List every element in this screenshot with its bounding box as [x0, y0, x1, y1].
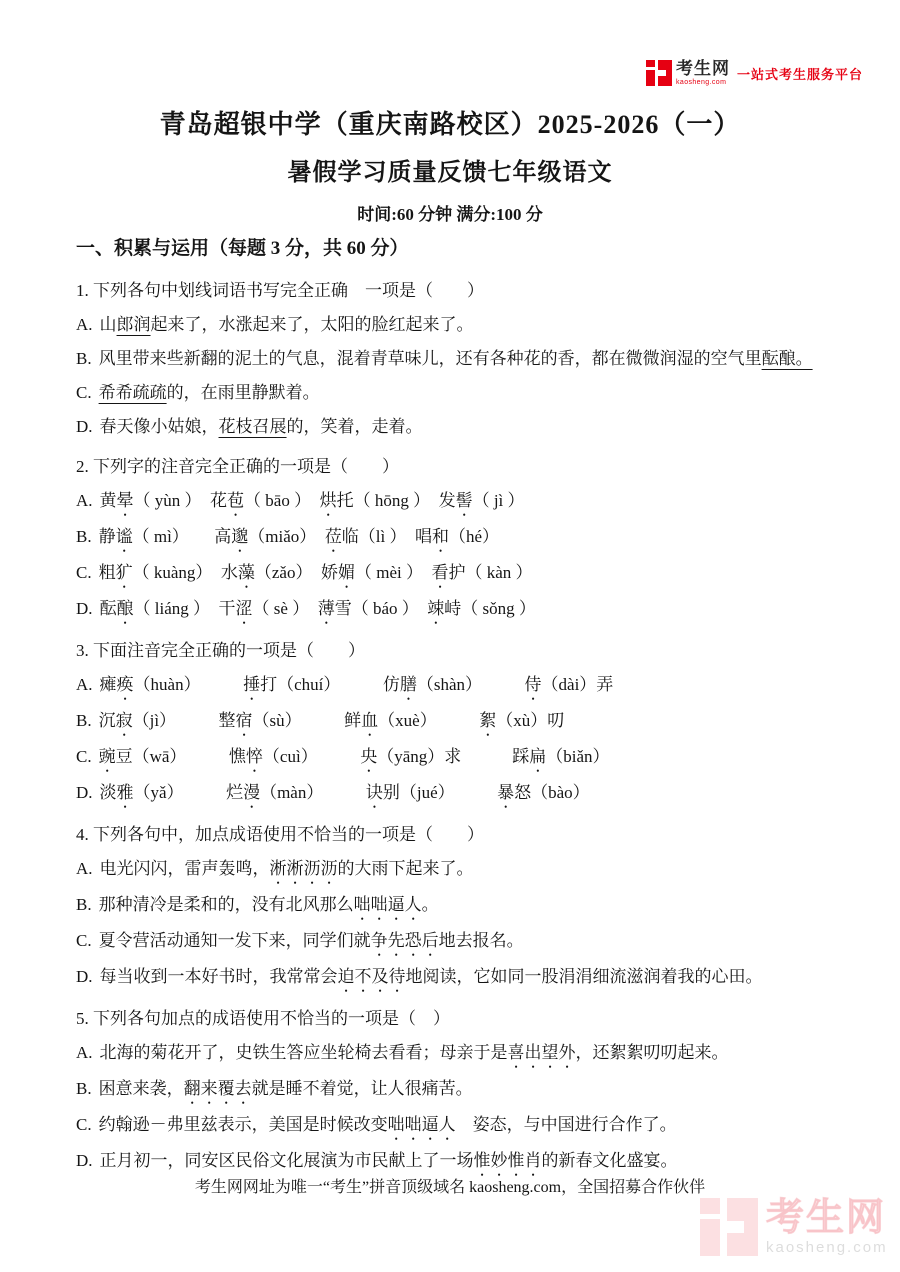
question-3 — [76, 634, 870, 812]
question-4 — [76, 818, 870, 996]
question-5-option-b: B. 困意来袭，翻来覆去就是睡不着觉，让人很痛苦。 — [76, 1079, 473, 1098]
brand-tagline: 一站式考生服务平台 — [737, 66, 864, 82]
question-1 — [76, 274, 870, 444]
option-label: C. — [76, 1115, 92, 1134]
option-label: A. — [76, 859, 93, 878]
brand-domain: kaosheng.com — [676, 79, 727, 86]
question-2-option-c: C. 粗犷（ kuàng） 水藻（zǎo） 娇媚（ mèi ） 看护（ kàn ） — [76, 563, 533, 582]
option-label: D. — [76, 783, 93, 802]
question-5-option-d: D. 正月初一，同安区民俗文化展演为市民献上了一场惟妙惟肖的新春文化盛宴。 — [76, 1151, 678, 1170]
option-label: A. — [76, 315, 93, 334]
question-2-option-d: D. 酝酿（ liáng ） 干涩（ sè ） 薄雪（ báo ） 竦峙（ sǒng ） — [76, 599, 536, 618]
question-4-option-c: C. 夏令营活动通知一发下来，同学们就争先恐后地去报名。 — [76, 931, 524, 950]
option-label: A. — [76, 491, 93, 510]
option-label: A. — [76, 1043, 93, 1062]
option-label: B. — [76, 1079, 92, 1098]
question-1-option-a: A. 山郎润起来了，水涨起来了，太阳的脸红起来了。 — [76, 315, 474, 334]
option-label: B. — [76, 349, 92, 368]
option-label: D. — [76, 599, 93, 618]
exam-title-line1: 青岛超银中学（重庆南路校区）2025-2026（一） — [159, 110, 741, 139]
option-label: B. — [76, 711, 92, 730]
option-label: D. — [76, 1151, 93, 1170]
question-1-stem: 1. 下列各句中划线词语书写完全正确 一项是（ ） — [76, 281, 484, 300]
question-3-stem: 3. 下面注音完全正确的一项是（ ） — [76, 641, 365, 660]
exam-title-line2: 暑假学习质量反馈七年级语文 — [287, 160, 613, 186]
option-label: B. — [76, 895, 92, 914]
question-1-option-c: C. 希希疏疏的，在雨里静默着。 — [76, 383, 320, 402]
question-3-option-b: B. 沉寂（jì） 整宿（sù） 鲜血（xuè） 絮（xù）叨 — [76, 711, 565, 730]
question-1-option-b: B. 风里带来些新翻的泥土的气息，混着青草味儿，还有各种花的香，都在微微润湿的空气里酝酿。 — [76, 349, 813, 368]
option-label: C. — [76, 747, 92, 766]
watermark-domain: kaosheng.com — [766, 1239, 888, 1256]
option-label: D. — [76, 417, 93, 436]
option-label: C. — [76, 383, 92, 402]
question-4-option-a: A. 电光闪闪，雷声轰鸣，淅淅沥沥的大雨下起来了。 — [76, 859, 474, 878]
kaosheng-logo-icon — [646, 60, 672, 86]
option-label: B. — [76, 527, 92, 546]
question-4-option-d: D. 每当收到一本好书时，我常常会迫不及待地阅读，它如同一股涓涓细流滋润着我的心田。 — [76, 967, 763, 986]
question-5-stem: 5. 下列各句加点的成语使用不恰当的一项是（ ） — [76, 1009, 450, 1028]
question-3-option-c: C. 豌豆（wā） 憔悴（cuì） 央（yāng）求 踩扁（biǎn） — [76, 747, 610, 766]
brand-name: 考生网 — [676, 59, 730, 78]
question-2-stem: 2. 下列字的注音完全正确的一项是（ ） — [76, 457, 399, 476]
option-label: C. — [76, 931, 92, 950]
question-1-option-d: D. 春天像小姑娘，花枝召展的，笑着，走着。 — [76, 417, 423, 436]
watermark-name: 考生网 — [766, 1197, 887, 1239]
kaosheng-brand-header — [646, 60, 863, 86]
question-5 — [76, 1002, 870, 1180]
exam-time-score-meta: 时间:60 分钟 满分:100 分 — [357, 205, 543, 224]
question-3-option-d: D. 淡雅（yǎ） 烂漫（màn） 诀别（jué） 暴怒（bào） — [76, 783, 590, 802]
footer-note: 考生网网址为唯一“考生”拼音顶级域名 kaosheng.com，全国招募合作伙伴 — [194, 1179, 706, 1196]
option-label: D. — [76, 967, 93, 986]
question-list — [76, 274, 870, 1180]
question-4-stem: 4. 下列各句中，加点成语使用不恰当的一项是（ ） — [76, 825, 484, 844]
question-5-option-c: C. 约翰逊－弗里兹表示，美国是时候改变咄咄逼人 姿态，与中国进行合作了。 — [76, 1115, 677, 1134]
question-5-option-a: A. 北海的菊花开了，史铁生答应坐轮椅去看看；母亲于是喜出望外，还絮絮叨叨起来。 — [76, 1043, 729, 1062]
option-label: C. — [76, 563, 92, 582]
section-heading: 一、积累与运用（每题 3 分，共 60 分） — [76, 238, 409, 259]
kaosheng-watermark-icon — [700, 1198, 758, 1256]
question-2-option-b: B. 静谧（ mì） 高邈（miǎo） 莅临（lì ） 唱和（hé） — [76, 527, 500, 546]
question-2 — [76, 450, 870, 628]
question-2-option-a: A. 黄晕（ yùn ） 花苞（ bāo ） 烘托（ hōng ） 发髻（ jì ） — [76, 491, 525, 510]
kaosheng-watermark — [700, 1198, 888, 1256]
question-4-option-b: B. 那种清冷是柔和的，没有北风那么咄咄逼人。 — [76, 895, 439, 914]
option-label: A. — [76, 675, 93, 694]
exam-body — [76, 232, 870, 1180]
question-3-option-a: A. 瘫痪（huàn） 捶打（chuí） 仿膳（shàn） 侍（dài）弄 — [76, 675, 614, 694]
